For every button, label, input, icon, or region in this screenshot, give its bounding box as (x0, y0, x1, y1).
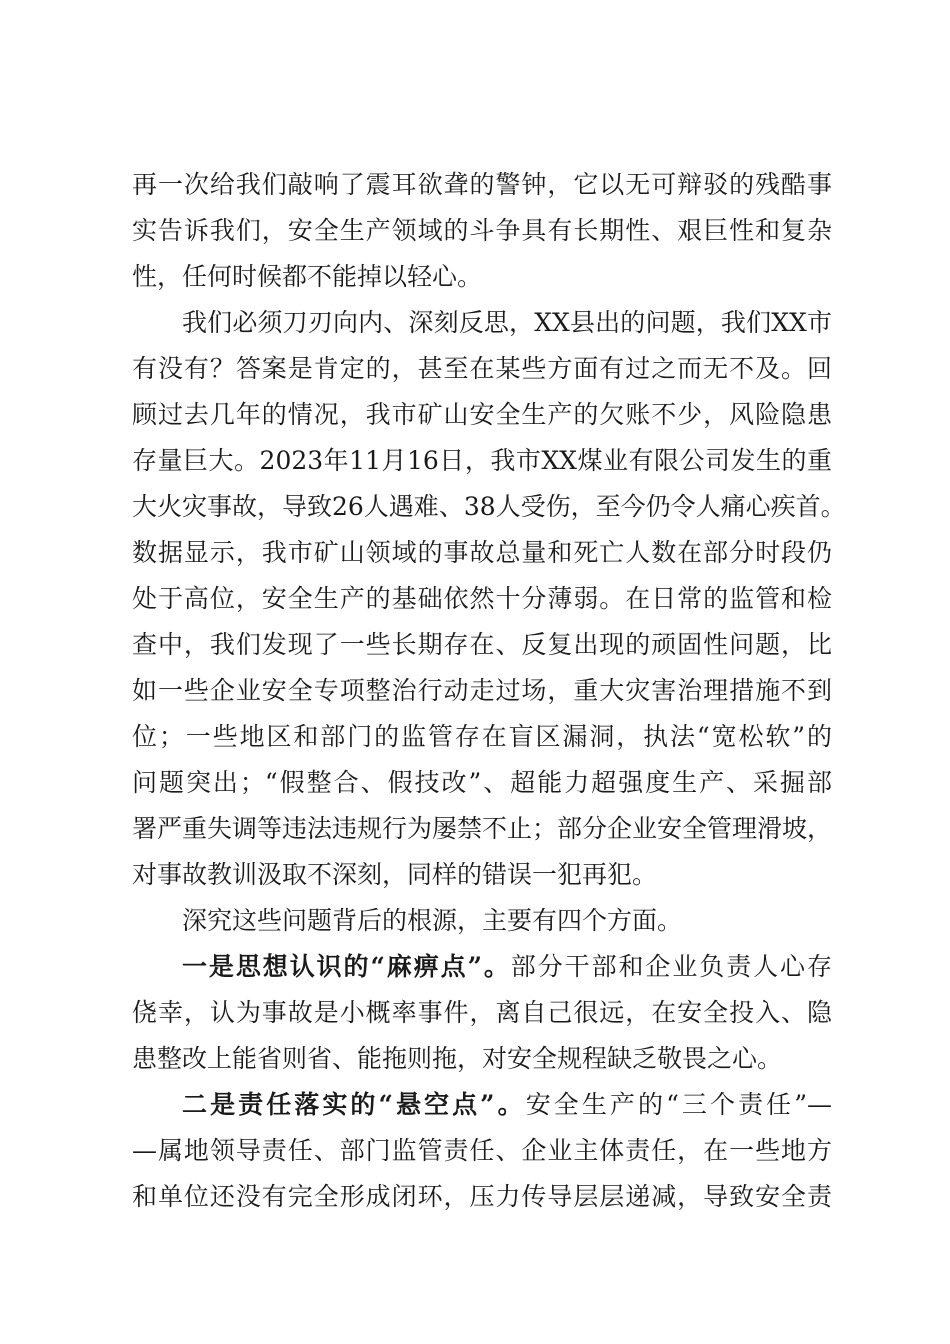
text-line: 查中，我们发现了一些长期存在、反复出现的顽固性问题，比 (132, 630, 832, 659)
text-line: 有没有？答案是肯定的，甚至在某些方面有过之而无不及。回 (132, 354, 832, 383)
heading-body-text: 部分干部和企业负责人心存 (510, 952, 832, 981)
text-line: 再一次给我们敲响了震耳欲聋的警钟，它以无可辩驳的残酷事 (132, 170, 832, 199)
text-line: 侥幸，认为事故是小概率事件，离自己很远，在安全投入、隐 (132, 998, 832, 1027)
text-line: 实告诉我们，安全生产领域的斗争具有长期性、艰巨性和复杂 (132, 216, 832, 245)
text-line: —属地领导责任、部门监管责任、企业主体责任，在一些地方 (132, 1136, 832, 1165)
heading-line-1 (132, 944, 832, 990)
text-line: 如一些企业安全专项整治行动走过场，重大灾害治理措施不到 (132, 676, 832, 705)
text-line: 性，任何时候都不能掉以轻心。 (132, 262, 483, 291)
text-line: 数据显示，我市矿山领域的事故总量和死亡人数在部分时段仍 (132, 538, 832, 567)
text-line: 问题突出；“假整合、假技改”、超能力超强度生产、采掘部 (132, 768, 832, 797)
text-line: 存量巨大。2023年11月16日，我市XX煤业有限公司发生的重 (132, 446, 832, 475)
text-line: 患整改上能省则省、能拖则拖，对安全规程缺乏敬畏之心。 (132, 1044, 783, 1073)
text-line: 和单位还没有完全形成闭环，压力传导层层递减，导致安全责 (132, 1182, 832, 1211)
text-line: 顾过去几年的情况，我市矿山安全生产的欠账不少，风险隐患 (132, 400, 832, 429)
heading-body-text: 安全生产的“三个责任”— (525, 1090, 833, 1119)
text-line: 处于高位，安全生产的基础依然十分薄弱。在日常的监管和检 (132, 584, 832, 613)
text-line: 位；一些地区和部门的监管存在盲区漏洞，执法“宽松软”的 (132, 722, 832, 751)
section-heading: 二是责任落实的“悬空点”。 (182, 1090, 526, 1119)
text-line: 对事故教训汲取不深刻，同样的错误一犯再犯。 (132, 860, 658, 889)
heading-line-2 (132, 1082, 832, 1128)
text-line: 大火灾事故，导致26人遇难、38人受伤，至今仍令人痛心疾首。 (132, 492, 846, 521)
body-text (132, 162, 846, 1220)
text-line: 深究这些问题背后的根源，主要有四个方面。 (182, 906, 683, 935)
text-line: 署严重失调等违法违规行为屡禁不止；部分企业安全管理滑坡， (132, 814, 833, 843)
section-heading: 一是思想认识的“麻痹点”。 (182, 952, 511, 981)
text-line: 我们必须刀刃向内、深刻反思，XX县出的问题，我们XX市 (182, 308, 832, 337)
